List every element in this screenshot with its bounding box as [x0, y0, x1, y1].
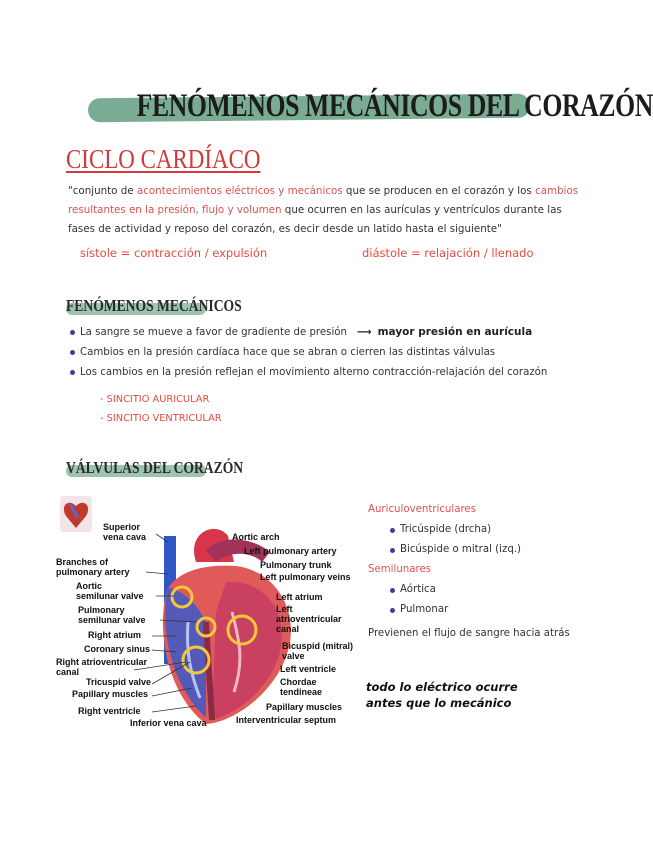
quote-red-1: acontecimientos eléctricos y mecánicos: [136, 185, 343, 197]
bullet-icon: [70, 330, 75, 335]
label-pulm-sl: Pulmonary: [78, 605, 125, 615]
bullet-icon: [70, 370, 75, 375]
label-la: Left atrium: [276, 592, 323, 602]
label-ivc: Inferior vena cava: [130, 718, 207, 728]
label-pm-left: Papillary muscles: [72, 689, 149, 699]
label-svc-2: vena cava: [103, 532, 147, 542]
bullet-text: Los cambios en la presión reflejan el movimiento alterno contracción-relajación del corazón: [80, 366, 548, 378]
fenomenos-heading: FENÓMENOS MECÁNICOS: [66, 296, 242, 315]
list-item: [368, 540, 638, 560]
sincitio-ventricular: - SINCITIO VENTRICULAR: [100, 413, 222, 424]
page-title: FENÓMENOS MECÁNICOS DEL CORAZÓN: [136, 88, 653, 124]
label-aortic-sl-2: semilunar valve: [76, 591, 144, 601]
handwritten-note: [366, 679, 518, 711]
list-item: [368, 520, 638, 540]
label-ct-2: tendineae: [280, 687, 323, 697]
ciclo-heading: CICLO CARDÍACO: [66, 144, 261, 174]
label-lav-3: canal: [276, 624, 300, 634]
quote-part-2: que se producen en el corazón y los: [342, 185, 536, 197]
label-svc: Superior: [103, 522, 141, 532]
bullet-icon: [390, 548, 395, 553]
label-ra: Right atrium: [88, 630, 141, 640]
category-sl: Semilunares: [368, 564, 432, 575]
arrow-note: mayor presión en aurícula: [377, 326, 533, 338]
valve-function-note: Previenen el flujo de sangre hacia atrás: [368, 628, 570, 639]
valve-mitral: Bicúspide o mitral (izq.): [400, 544, 522, 555]
label-lpa: Left pulmonary artery: [244, 546, 337, 556]
valve-list: [368, 500, 638, 620]
category-av: Auriculoventriculares: [368, 504, 477, 515]
fenomenos-list: [70, 322, 590, 382]
label-lav: Left: [276, 604, 293, 614]
valve-pulmonary: Pulmonar: [400, 604, 449, 615]
bullet-icon: [390, 588, 395, 593]
label-aortic-sl: Aortic: [76, 581, 103, 591]
arrow-right-icon: ⟶: [357, 326, 372, 338]
label-branches: Branches of: [56, 557, 109, 567]
quote-part-1: "conjunto de: [68, 185, 137, 197]
label-lv: Left ventricle: [280, 664, 337, 674]
valvulas-heading: VÁLVULAS DEL CORAZÓN: [66, 458, 244, 477]
quote-red-2: cambios resultantes en la presión, flujo y volumen: [68, 185, 579, 216]
bullet-icon: [70, 350, 75, 355]
label-branches-2: pulmonary artery: [56, 567, 130, 577]
label-lpv: Left pulmonary veins: [260, 572, 351, 582]
bullet-text: La sangre se mueve a favor de gradiente de presión: [80, 326, 347, 338]
label-pm-right: Papillary muscles: [266, 702, 343, 712]
sistole-definition: sístole = contracción / expulsión: [80, 246, 268, 260]
quote-part-3: que ocurren en las aurículas y ventrículos durante las fases de actividad y reposo del corazón, es decir desde un latido hasta el siguiente": [68, 204, 562, 235]
sincitio-auricular: - SINCITIO AURICULAR: [100, 394, 210, 405]
bullet-text: Cambios en la presión cardíaca hace que se abran o cierren las distintas válvulas: [80, 346, 496, 358]
label-cs: Coronary sinus: [84, 644, 151, 654]
label-aa: Aortic arch: [232, 532, 280, 542]
list-item: [70, 342, 590, 362]
diastole-definition: diástole = relajación / llenado: [362, 246, 534, 260]
label-rv: Right ventricle: [78, 706, 141, 716]
label-pulm-sl-2: semilunar valve: [78, 615, 146, 625]
ciclo-definition: [68, 182, 580, 239]
list-item: [368, 600, 638, 620]
heart-diagram: [56, 492, 354, 736]
note-line-1: todo lo eléctrico ocurre: [366, 680, 518, 694]
title-banner: [88, 88, 653, 124]
bullet-icon: [390, 608, 395, 613]
heart-thumbnail-icon: [60, 496, 92, 532]
valve-aortic: Aórtica: [400, 584, 436, 595]
heart-illustration: [163, 529, 291, 724]
valve-tricuspid: Tricúspide (drcha): [400, 524, 492, 535]
fenomenos-heading-wrap: [66, 296, 242, 316]
list-item: [70, 362, 590, 382]
note-line-2: antes que lo mecánico: [366, 696, 512, 710]
list-item: [368, 580, 638, 600]
label-pt: Pulmonary trunk: [260, 560, 332, 570]
list-item: [70, 322, 590, 342]
label-tv: Tricuspid valve: [86, 677, 152, 687]
label-rav-2: canal: [56, 667, 80, 677]
valvulas-heading-wrap: [66, 458, 244, 478]
label-ct: Chordae: [280, 677, 317, 687]
label-lav-2: atrioventricular: [276, 614, 342, 624]
label-bv: Bicuspid (mitral): [282, 641, 354, 651]
label-bv-2: valve: [282, 651, 305, 661]
label-ivs: Interventricular septum: [236, 715, 337, 725]
bullet-icon: [390, 528, 395, 533]
label-rav: Right atrioventricular: [56, 657, 148, 667]
